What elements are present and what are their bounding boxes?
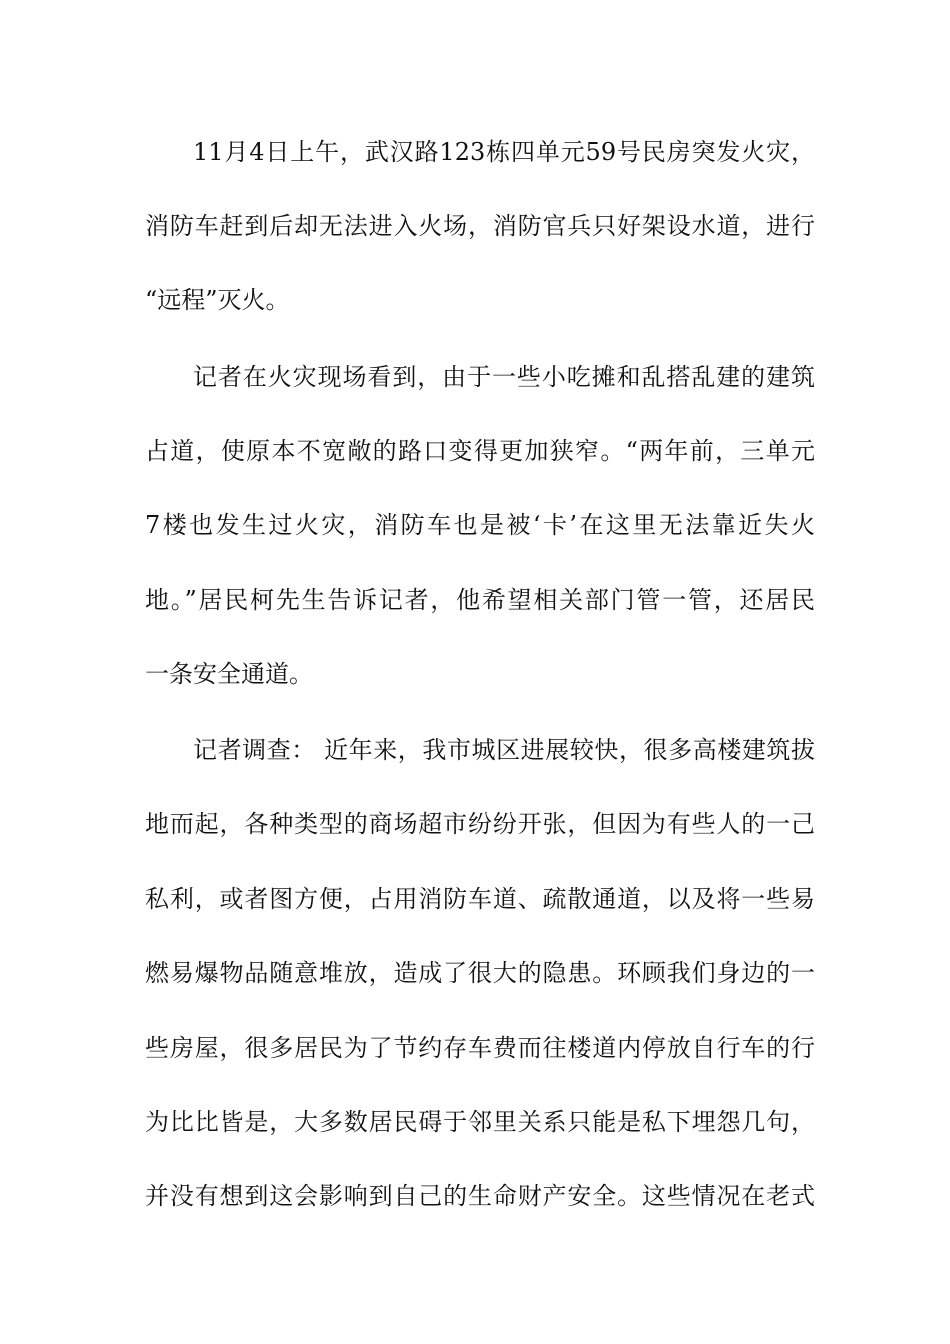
paragraph-3-line-4: 燃易爆物品随意堆放，造成了很大的隐患。环顾我们身边的一 — [145, 959, 815, 987]
paragraph-3-line-5: 些房屋，很多居民为了节约存车费而往楼道内停放自行车的行 — [145, 1034, 815, 1062]
paragraph-1-line-1: 11月4日上午，武汉路123栋四单元59号民房突发火灾， — [193, 138, 815, 166]
paragraph-3-line-1: 记者调查： 近年来，我市城区进展较快，很多高楼建筑拔 — [193, 736, 815, 764]
paragraph-3-line-2: 地而起，各种类型的商场超市纷纷开张，但因为有些人的一己 — [145, 810, 815, 838]
paragraph-3-line-7: 并没有想到这会影响到自己的生命财产安全。这些情况在老式 — [145, 1182, 815, 1210]
paragraph-2-line-2: 占道，使原本不宽敞的路口变得更加狭窄。“两年前，三单元 — [145, 437, 815, 465]
paragraph-1-line-2: 消防车赶到后却无法进入火场，消防官兵只好架设水道，进行 — [145, 212, 815, 240]
paragraph-1-line-3: “远程”灭火。 — [145, 286, 290, 314]
paragraph-2-line-4: 地。”居民柯先生告诉记者，他希望相关部门管一管，还居民 — [145, 586, 815, 614]
paragraph-2-line-3: 7楼也发生过火灾，消防车也是被‘卡’在这里无法靠近失火 — [145, 511, 815, 539]
paragraph-2-line-1: 记者在火灾现场看到，由于一些小吃摊和乱搭乱建的建筑 — [193, 363, 815, 391]
paragraph-3-line-6: 为比比皆是，大多数居民碍于邻里关系只能是私下埋怨几句， — [145, 1108, 815, 1136]
paragraph-2-line-5: 一条安全通道。 — [145, 660, 313, 688]
paragraph-3-line-3: 私利，或者图方便，占用消防车道、疏散通道，以及将一些易 — [145, 885, 815, 913]
